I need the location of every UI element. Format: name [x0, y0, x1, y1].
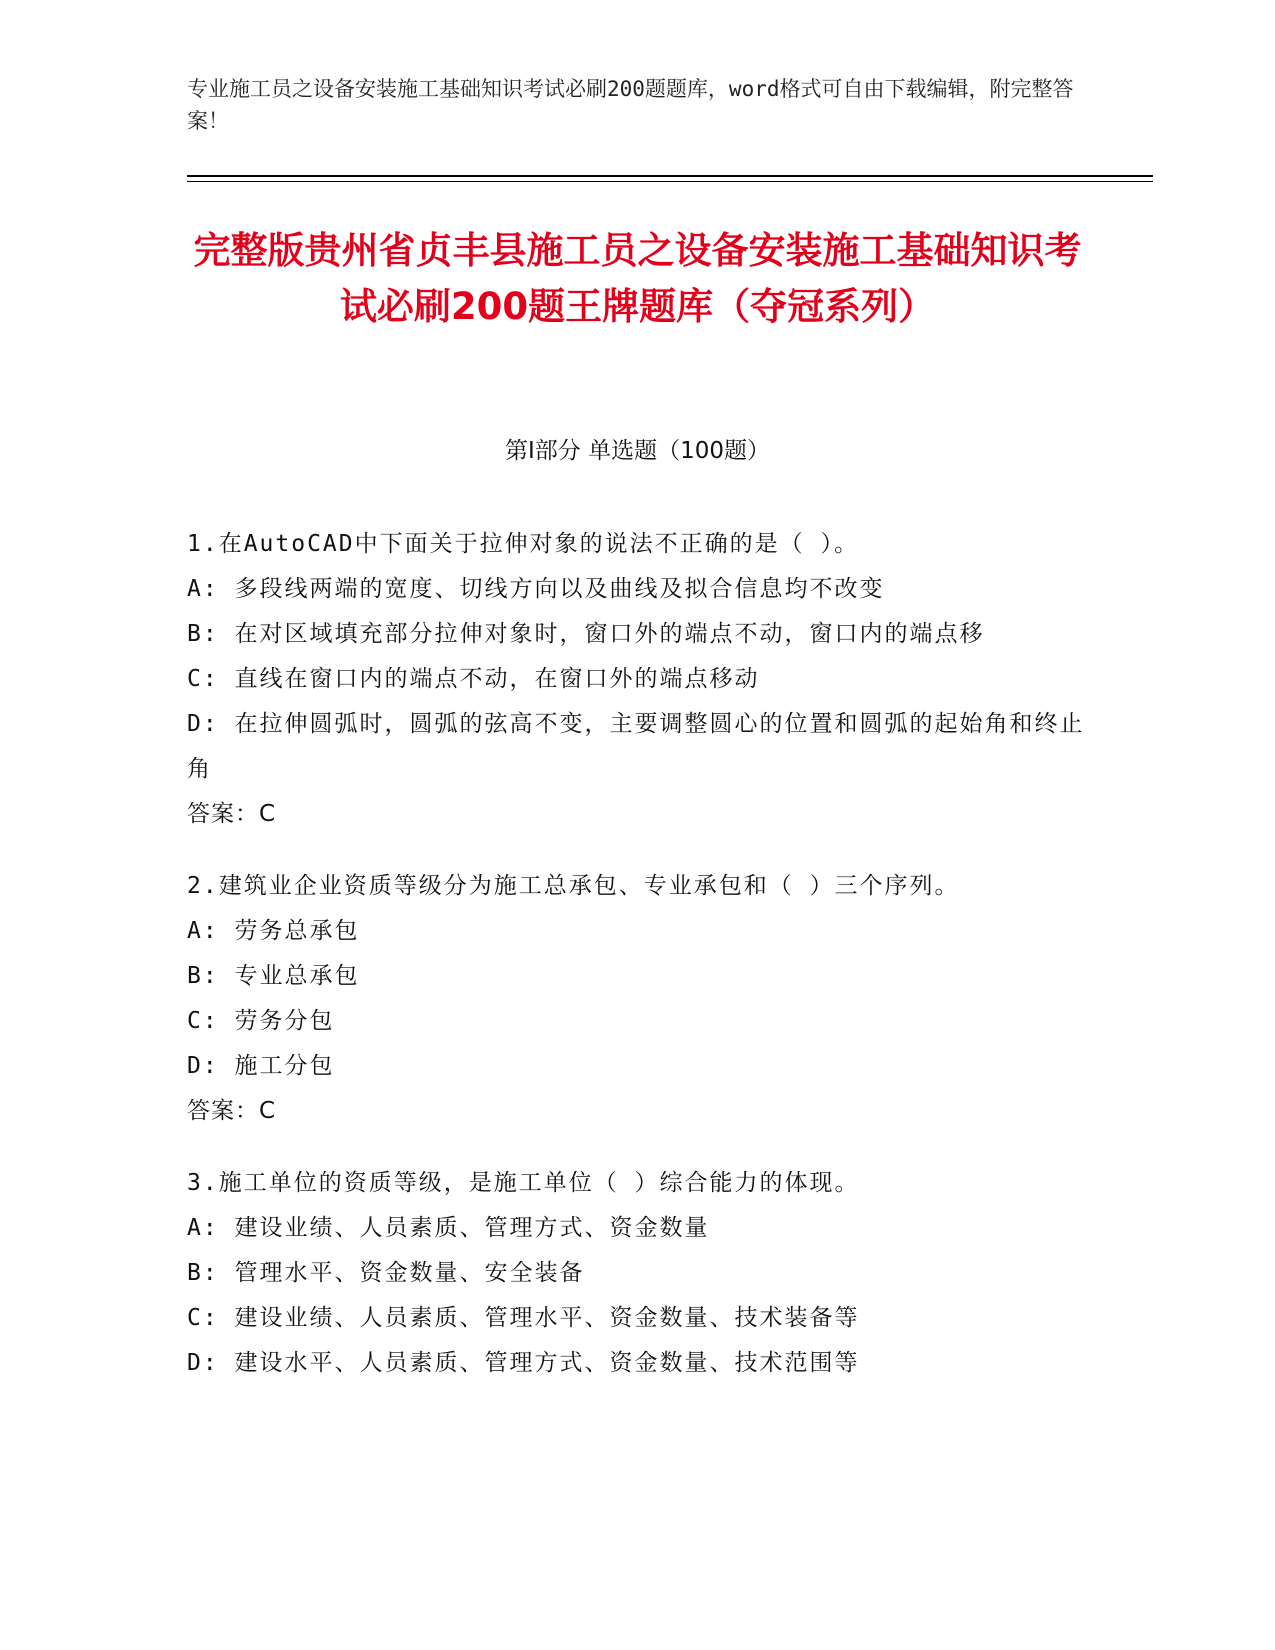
option-c: C: 直线在窗口内的端点不动，在窗口外的端点移动 — [187, 666, 760, 692]
answer: 答案：C — [187, 801, 277, 827]
question-2 — [187, 864, 1087, 1134]
option-d: D: 建设水平、人员素质、管理方式、资金数量、技术范围等 — [187, 1350, 860, 1376]
option-a: A: 建设业绩、人员素质、管理方式、资金数量 — [187, 1215, 710, 1241]
question-text: 1.在AutoCAD中下面关于拉伸对象的说法不正确的是（ ）。 — [187, 531, 859, 557]
option-b: B: 管理水平、资金数量、安全装备 — [187, 1260, 585, 1286]
header-divider-thin — [187, 181, 1153, 182]
document-title: 完整版贵州省贞丰县施工员之设备安装施工基础知识考试必刷200题王牌题库（夺冠系列） — [193, 229, 1082, 328]
option-d: D: 施工分包 — [187, 1053, 335, 1079]
option-a: A: 劳务总承包 — [187, 918, 360, 944]
question-text: 3.施工单位的资质等级，是施工单位（ ）综合能力的体现。 — [187, 1170, 860, 1196]
section-title: 第Ⅰ部分 单选题（100题） — [505, 438, 770, 464]
question-1 — [187, 522, 1087, 837]
question-3 — [187, 1161, 1087, 1386]
option-c: C: 劳务分包 — [187, 1008, 335, 1034]
header-note: 专业施工员之设备安装施工基础知识考试必刷200题题库，word格式可自由下载编辑，附完整答案！ — [187, 77, 1074, 133]
option-d: D: 在拉伸圆弧时，圆弧的弦高不变，主要调整圆心的位置和圆弧的起始角和终止角 — [187, 711, 1085, 782]
option-b: B: 专业总承包 — [187, 963, 360, 989]
option-a: A: 多段线两端的宽度、切线方向以及曲线及拟合信息均不改变 — [187, 576, 885, 602]
answer: 答案：C — [187, 1098, 277, 1124]
option-b: B: 在对区域填充部分拉伸对象时，窗口外的端点不动，窗口内的端点移 — [187, 621, 985, 647]
option-c: C: 建设业绩、人员素质、管理水平、资金数量、技术装备等 — [187, 1305, 860, 1331]
question-text: 2.建筑业企业资质等级分为施工总承包、专业承包和（ ）三个序列。 — [187, 873, 960, 899]
question-list — [187, 522, 1087, 1413]
header-divider-thick — [187, 175, 1153, 177]
